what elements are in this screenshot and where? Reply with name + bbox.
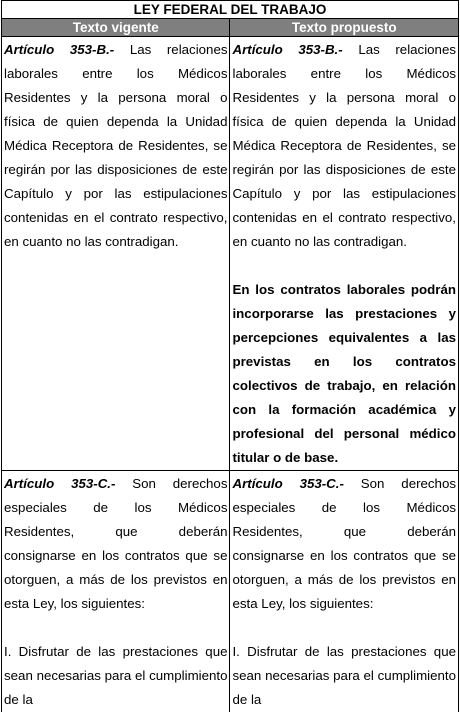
- paragraph: [4, 38, 227, 254]
- paragraph-gap: [232, 254, 456, 278]
- paragraph-gap: [4, 616, 227, 640]
- cell-proposed-353b: [230, 37, 459, 471]
- table-row: [2, 471, 459, 712]
- article-text: Las relaciones laborales entre los Médicos Residentes y la persona moral o física de quien dependa la Unidad Médica Receptora de Residentes, se regirán por las disposiciones de este Capítulo y por las estipulaciones contenidas en el contrato respectivo, en cuanto no las contradigan.: [4, 42, 227, 249]
- article-label: Artículo 353-C.-: [4, 476, 115, 491]
- article-label: Artículo 353-C.-: [232, 476, 343, 491]
- cell-current-353c: [2, 471, 230, 712]
- cell-proposed-353c: [230, 471, 459, 712]
- article-text: Son derechos especiales de los Médicos Residentes, que deberán consignarse en los contratos que se otorguen, a más de los previstos en esta Ley, los siguientes:: [232, 476, 456, 611]
- paragraph-gap: [232, 616, 456, 640]
- paragraph: [4, 472, 227, 616]
- list-item: I. Disfrutar de las prestaciones que sean necesarias para el cumplimiento de la: [232, 640, 456, 712]
- article-label: Artículo 353-B.-: [232, 42, 342, 57]
- added-paragraph: En los contratos laborales podrán incorporarse las prestaciones y percepciones equivalentes a las previstas en los contratos colectivos de trabajo, en relación con la formación académica y profesional del personal médico titular o de base.: [232, 278, 456, 470]
- column-header-proposed: Texto propuesto: [230, 19, 459, 37]
- article-text: Las relaciones laborales entre los Médicos Residentes y la persona moral o física de quien dependa la Unidad Médica Receptora de Residentes, se regirán por las disposiciones de este Capítulo y por las estipulaciones contenidas en el contrato respectivo, en cuanto no las contradigan.: [232, 42, 456, 249]
- title-row: [2, 1, 459, 19]
- comparison-table: [1, 0, 459, 712]
- cell-current-353b: [2, 37, 230, 471]
- table-title: LEY FEDERAL DEL TRABAJO: [2, 1, 459, 19]
- article-text: Son derechos especiales de los Médicos Residentes, que deberán consignarse en los contratos que se otorguen, a más de los previstos en esta Ley, los siguientes:: [4, 476, 227, 611]
- header-row: [2, 19, 459, 37]
- article-label: Artículo 353-B.-: [4, 42, 114, 57]
- column-header-current: Texto vigente: [2, 19, 230, 37]
- table-row: [2, 37, 459, 471]
- paragraph: [232, 38, 456, 254]
- list-item: I. Disfrutar de las prestaciones que sean necesarias para el cumplimiento de la: [4, 640, 227, 712]
- paragraph: [232, 472, 456, 616]
